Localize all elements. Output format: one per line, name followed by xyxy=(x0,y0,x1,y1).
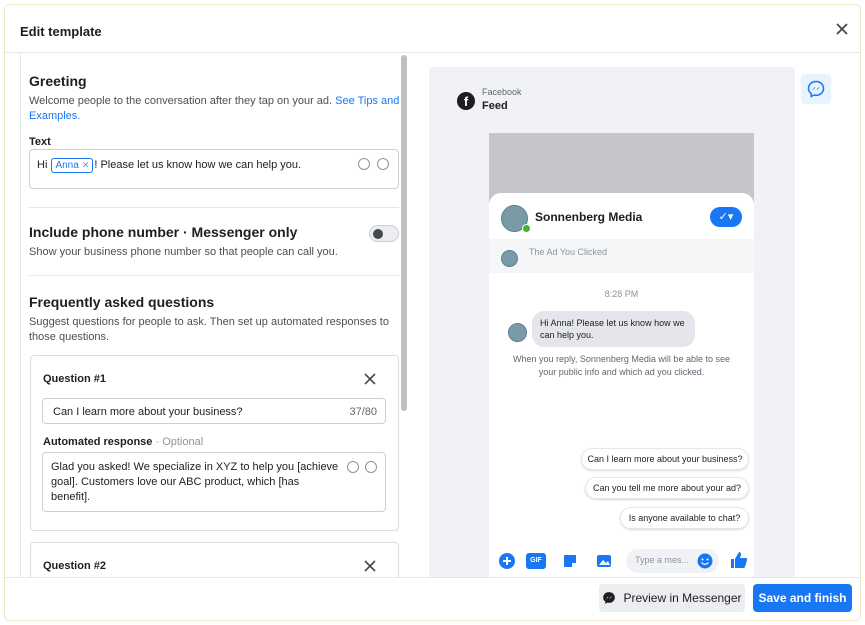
emoji-icon[interactable] xyxy=(358,158,370,170)
ad-avatar xyxy=(501,250,518,267)
phone-description: Show your business phone number so that people can call you. xyxy=(29,246,338,258)
optional-label: · Optional xyxy=(152,436,204,448)
personalize-icon[interactable] xyxy=(365,461,377,473)
faq-title: Frequently asked questions xyxy=(29,294,215,310)
thumbs-up-icon[interactable] xyxy=(729,550,749,570)
preview-placement: Feed xyxy=(482,100,508,112)
toggle-knob xyxy=(373,229,383,239)
text-label: Text xyxy=(29,136,51,148)
response-value: Glad you asked! We specialize in XYZ to help you [achieve goal]. Customers love our ABC product, which [has benefit]. xyxy=(51,461,339,503)
greeting-text-prefix: Hi xyxy=(37,159,48,171)
footer-divider xyxy=(5,577,861,578)
edit-template-dialog xyxy=(4,4,861,621)
question-card-1 xyxy=(30,355,399,531)
phone-toggle[interactable] xyxy=(369,225,399,242)
tips-link[interactable]: See Tips and Examples. xyxy=(29,95,400,122)
question-chip[interactable]: Can I learn more about your business? xyxy=(581,448,749,470)
messenger-chat xyxy=(489,193,754,577)
photo-icon[interactable] xyxy=(596,553,612,569)
preview-in-messenger-button[interactable] xyxy=(599,584,745,612)
question-1-value: Can I learn more about your business? xyxy=(53,406,243,418)
page-name: Sonnenberg Media xyxy=(535,210,643,224)
save-and-finish-button[interactable]: Save and finish xyxy=(753,584,852,612)
emoji-icon[interactable] xyxy=(697,553,713,569)
privacy-notice: When you reply, Sonnenberg Media will be able to see your public info and which ad you clicked. xyxy=(513,354,730,377)
messenger-preview-toggle[interactable] xyxy=(801,74,831,104)
greeting-title: Greeting xyxy=(29,73,87,89)
facebook-icon: f xyxy=(457,92,475,110)
editor-scrollbar[interactable] xyxy=(401,55,407,411)
greeting-description-text: Welcome people to the conversation after they tap on your ad. xyxy=(29,95,333,107)
question-chip[interactable]: Can you tell me more about your ad? xyxy=(585,477,749,499)
emoji-icon[interactable] xyxy=(347,461,359,473)
question-chip[interactable]: Is anyone available to chat? xyxy=(620,507,749,529)
gif-icon[interactable]: GIF xyxy=(526,553,546,569)
personalize-icon[interactable] xyxy=(377,158,389,170)
question-card-2 xyxy=(30,542,399,578)
messenger-icon xyxy=(602,591,616,605)
check-dropdown-button[interactable]: ✓▾ xyxy=(710,207,742,227)
ad-preview xyxy=(429,67,795,577)
preview-button-label: Preview in Messenger xyxy=(623,591,742,605)
remove-question-icon[interactable] xyxy=(364,373,376,385)
response-input[interactable] xyxy=(42,452,386,512)
dialog-title: Edit template xyxy=(20,24,102,39)
message-time: 8:28 PM xyxy=(604,289,639,299)
preview-platform: Facebook xyxy=(482,87,522,97)
message-input[interactable]: Type a mes... xyxy=(626,549,719,573)
remove-question-icon[interactable] xyxy=(364,560,376,572)
greeting-text-suffix: ! Please let us know how we can help you. xyxy=(94,159,302,171)
name-tag[interactable] xyxy=(51,158,93,173)
editor-panel xyxy=(20,53,410,578)
online-status-dot xyxy=(522,224,531,233)
plus-icon[interactable] xyxy=(499,553,515,569)
ad-clicked-text: The Ad You Clicked xyxy=(529,247,608,257)
question-1-title: Question #1 xyxy=(43,373,106,385)
section-divider xyxy=(29,275,399,276)
remove-tag-icon[interactable]: ✕ xyxy=(81,160,90,170)
messenger-icon xyxy=(807,80,825,98)
phone-title: Include phone number · Messenger only xyxy=(29,224,298,240)
sticker-icon[interactable] xyxy=(562,553,578,569)
faq-description: Suggest questions for people to ask. Then set up automated responses to those questions. xyxy=(29,316,389,343)
greeting-bubble: Hi Anna! Please let us know how we can help you. xyxy=(532,311,695,347)
message-avatar xyxy=(508,323,527,342)
close-icon[interactable] xyxy=(834,21,850,37)
question-2-title: Question #2 xyxy=(43,560,106,572)
name-tag-label: Anna xyxy=(55,160,79,171)
section-divider xyxy=(29,207,399,208)
question-1-input[interactable] xyxy=(42,398,386,424)
response-label xyxy=(43,436,203,448)
greeting-text-field[interactable] xyxy=(29,149,399,189)
response-label-text: Automated response xyxy=(43,436,153,448)
char-count: 37/80 xyxy=(349,406,377,418)
greeting-description xyxy=(29,94,404,124)
